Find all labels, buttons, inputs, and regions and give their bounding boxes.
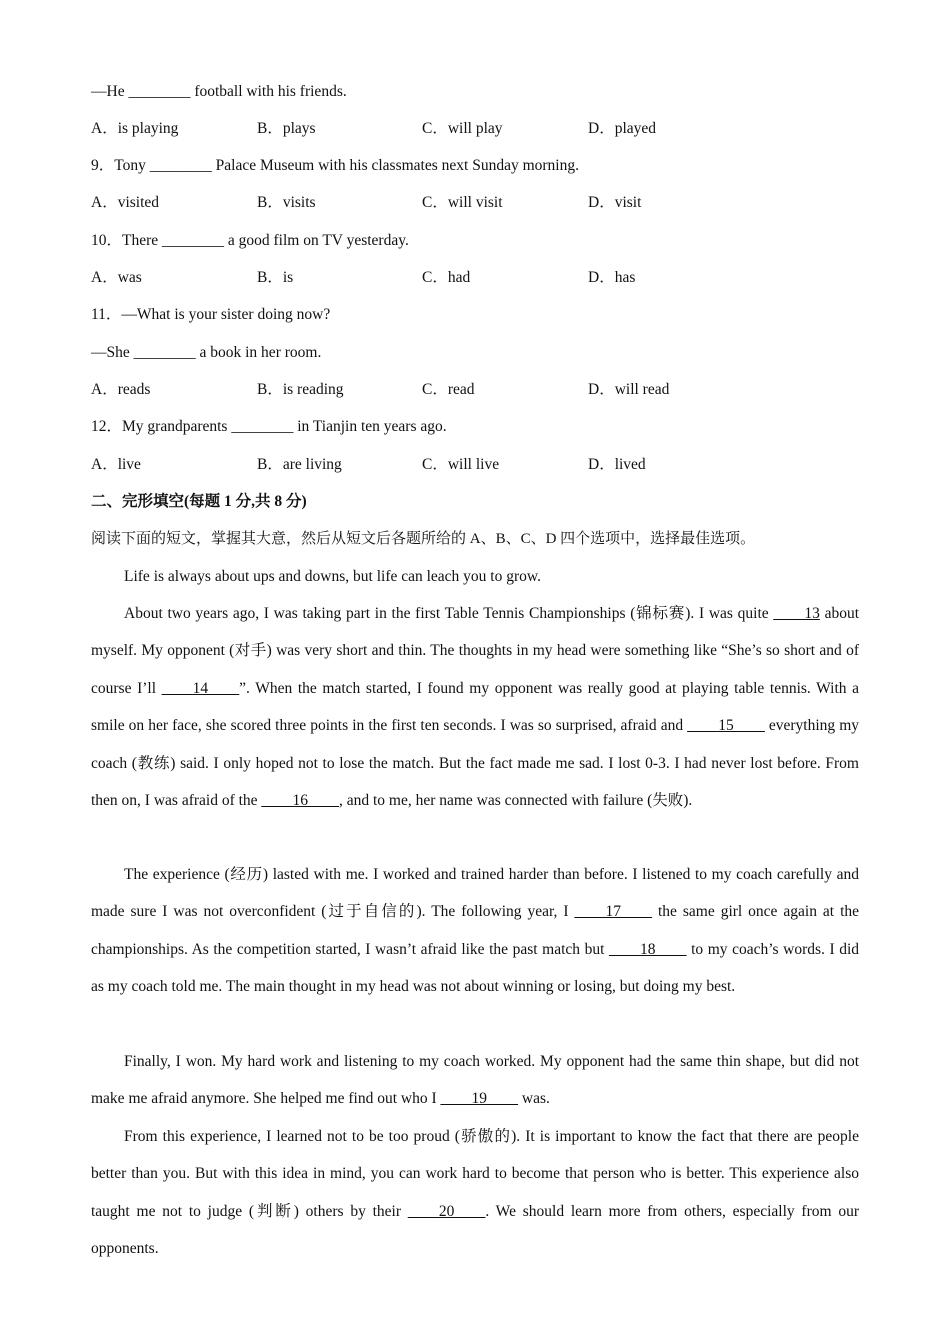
paragraph-text: About two years ago, I was taking part in the first Table Tennis Championships (锦标赛). I was quite — [124, 605, 769, 622]
q10-options — [91, 268, 831, 288]
q12-option-c: C．will live — [422, 456, 500, 473]
blank-18: ____18____ — [609, 940, 687, 958]
q8-options — [91, 119, 831, 139]
q9-option-a: A．visited — [91, 194, 160, 211]
q9-option-c: C．will visit — [422, 194, 503, 211]
q12-options — [91, 455, 831, 475]
q9-option-d: D．visit — [588, 194, 642, 211]
blank-17: ____17____ — [574, 903, 653, 921]
blank-20: ____20____ — [407, 1202, 486, 1220]
q10-stem: 10．There ________ a good film on TV yesterday. — [91, 232, 409, 249]
q8-option-b: B．plays — [257, 120, 316, 137]
q9-option-b: B．visits — [257, 194, 316, 211]
paragraph-text: . We should learn more from others, especially from our opponents. — [91, 1202, 859, 1258]
q10-option-a: A．was — [91, 269, 142, 286]
q8-option-d: D．played — [588, 120, 657, 137]
paragraph-text: the same girl once again at the championships. As the competition started, I wasn’t afraid like the past match but — [91, 903, 860, 958]
blank-19: ____19____ — [440, 1090, 518, 1108]
paragraph-text: Life is always about ups and downs, but life can leach you to grow. — [124, 568, 541, 585]
q11-option-b: B．is reading — [257, 381, 344, 398]
q10-option-d: D．has — [588, 269, 636, 286]
blank-14: ____14____ — [161, 679, 240, 697]
paragraph-text: From this experience, I learned not to be too proud (骄傲的). It is important to know the fact that there are people better than you. But with this idea in mind, you can work hard to become that person who is better. This experience also taught me not to judge (判断) others by their — [91, 1128, 859, 1220]
paragraph-text: to my coach’s words. I did as my coach told me. The main thought in my head was not about winning or losing, but doing my best. — [91, 940, 860, 996]
blank-16: ____16____ — [261, 792, 339, 810]
blank-13: ____13 — [773, 605, 820, 622]
q11-option-d: D．will read — [588, 381, 670, 398]
q9-stem: 9．Tony ________ Palace Museum with his classmates next Sunday morning. — [91, 157, 579, 174]
paragraph-text: about myself. My opponent (对手) was very short and thin. The thoughts in my head were something like “She’s so short and of course I’ll — [91, 605, 860, 697]
q11-answer-line: —She ________ a book in her room. — [91, 344, 322, 361]
passage-paragraph-5 — [91, 1118, 859, 1268]
paragraph-text: ”. When the match started, I found my opponent was really good at playing table tennis. With a smile on her face, she scored three points in the first ten seconds. I was so surprised, afraid and — [91, 679, 860, 735]
passage-paragraph-2 — [91, 595, 859, 819]
blank-15: ____15____ — [687, 717, 765, 735]
paragraph-text: , and to me, her name was connected with failure (失败). — [338, 792, 693, 810]
q12-option-a: A．live — [91, 456, 141, 473]
paragraph-text: The experience (经历) lasted with me. I worked and trained harder than before. I listened to my coach carefully and made sure I was not overconfident (过于自信的). The following year, I — [91, 866, 859, 921]
passage-paragraph-1 — [91, 558, 859, 595]
q8-option-a: A．is playing — [91, 120, 179, 137]
q12-option-d: D．lived — [588, 456, 646, 473]
q10-option-b: B．is — [257, 269, 294, 286]
section-heading: 二、完形填空(每题 1 分,共 8 分) — [91, 493, 307, 510]
paragraph-text: Finally, I won. My hard work and listening to my coach worked. My opponent had the same thin shape, but did not make me afraid anymore. She helped me find out who I — [91, 1053, 859, 1108]
q8-option-c: C．will play — [422, 120, 503, 137]
section-instructions: 阅读下面的短文，掌握其大意，然后从短文后各题所给的 A、B、C、D 四个选项中，选择最佳选项。 — [91, 531, 756, 547]
q12-stem: 12．My grandparents ________ in Tianjin ten years ago. — [91, 418, 447, 435]
paragraph-text: was. — [521, 1090, 550, 1108]
q11-option-c: C．read — [422, 381, 475, 398]
q11-stem: 11．—What is your sister doing now? — [91, 306, 331, 323]
q11-option-a: A．reads — [91, 381, 151, 398]
q11-options — [91, 380, 831, 400]
passage-paragraph-4 — [91, 1043, 859, 1118]
paragraph-text: everything my coach (教练) said. I only hoped not to lose the match. But the fact made me sad. I lost 0-3. I had never lost before. From then on, I was afraid of the — [91, 717, 860, 810]
q12-option-b: B．are living — [257, 456, 342, 473]
passage-paragraph-3 — [91, 856, 859, 1006]
q9-options — [91, 193, 831, 213]
q8-answer-line: —He ________ football with his friends. — [91, 83, 347, 100]
q10-option-c: C．had — [422, 269, 471, 286]
